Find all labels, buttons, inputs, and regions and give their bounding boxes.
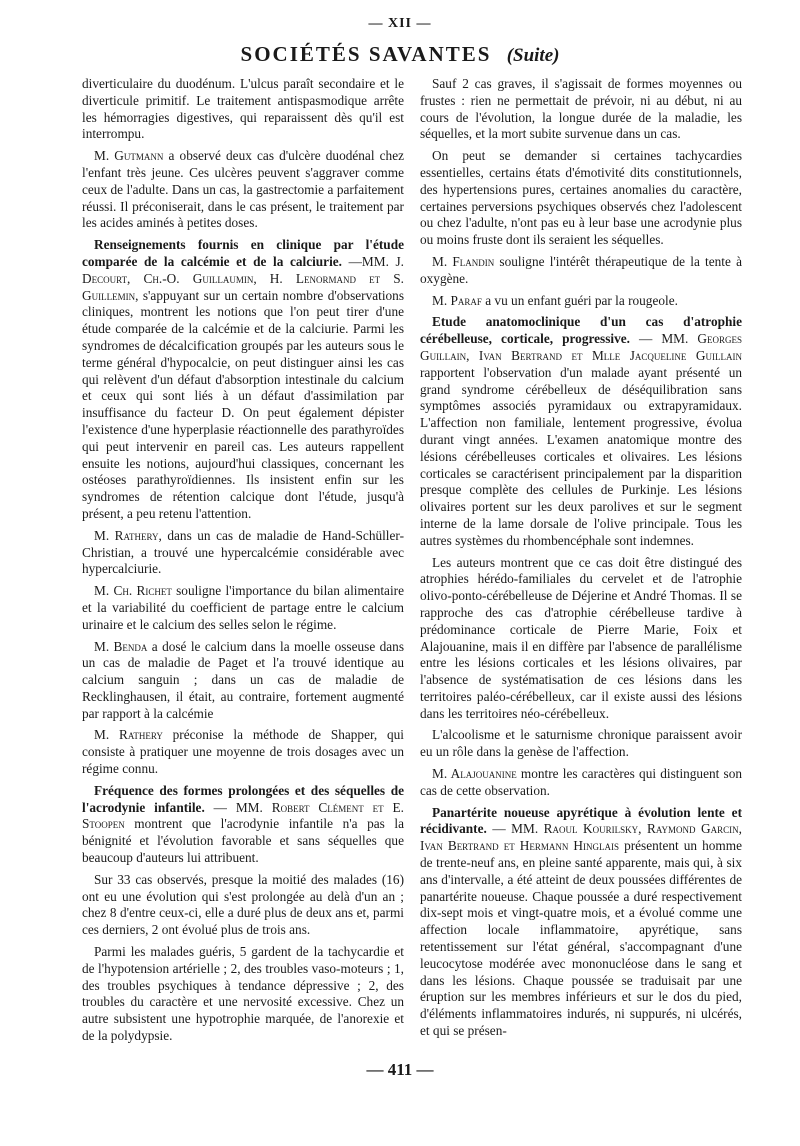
author-names: Georges Guillain, Ivan Bertrand et Mlle Jacqueline Guillain xyxy=(420,331,742,363)
paragraph-text: montre les caractères qui distinguent son cas de cette observation. xyxy=(420,766,742,798)
communication-title: Renseignements fournis en clinique par l'étude comparée de la calcémie et de la calciurie. xyxy=(82,237,404,269)
paragraph-text: souligne l'intérêt thérapeutique de la tente à oxygène. xyxy=(420,253,742,286)
paragraph xyxy=(420,254,742,288)
paragraph xyxy=(420,766,742,800)
author-name: M. Rathery, xyxy=(94,527,162,543)
paragraph-text: présentent un homme de trente-neuf ans, en pleine santé apparente, mais qui, à six ans d'intervalle, a été atteint de deux poussées différentes de panartérite noueuse. Chaque poussée a duré respectivement dix-sept mois et vingt-quatre mois, et a évolué comme une affection locale inflammatoire, apyrétique, sans retentissement sur l'état général, s'accompagnant d'une leucocytose modérée avec mononucléose dans le sang et dans les lésions. Chaque poussée se traduisait par une éruption sur les membres inférieurs et sur le dos du pied, d'éléments inflammatoires indurés, ni suppurés, ni ulcérés, et qui se présen- xyxy=(420,838,743,1039)
author-name: M. Rathery xyxy=(94,727,163,743)
paragraph: L'alcoolisme et le saturnisme chronique paraissent avoir eu un rôle dans la genèse de l'affection. xyxy=(420,727,742,760)
paragraph xyxy=(82,148,404,232)
running-header xyxy=(0,42,800,67)
paragraph xyxy=(420,293,742,310)
communication-paragraph xyxy=(420,805,742,1040)
right-column xyxy=(420,76,742,1045)
author-names: Robert Clément et E. Stoopen xyxy=(82,799,404,832)
paragraph-text: a observé deux cas d'ulcère duodénal chez l'enfant très jeune. Ces ulcères peuvent s'aggraver comme ceux de l'adulte. Dans un cas, la gastrectomie a parfaitement réussi. Il préconiserait, dans le cas présent, le traitement par les acides aminés à petites doses. xyxy=(82,148,404,231)
paragraph: Les auteurs montrent que ce cas doit être distingué des atrophies hérédo-familiales du cervelet et de l'atrophie olivo-ponto-cérébelleuse de Déjerine et André Thomas. Il se rapproche des cas d'atrophie cérébelleuse tardive à prédominance corticale de Pierre Marie, Foix et Alajouanine, mais il en diffère par l'absence de parallélisme entre les lésions corticales et les lésions olivaires, par l'absence de systématisation de ces lésions dans les territoires paléo-cérébelleux, car il existe aussi des lésions dans les territoires néo-cérébelleux. xyxy=(420,554,742,721)
separator: — MM. xyxy=(629,331,698,347)
communication-paragraph xyxy=(420,314,742,549)
paragraph-text: s'appuyant sur un certain nombre d'observations cliniques, montrent les notions que l'on peut tirer d'une étude comparée de la calcémie et de la calciurie. Parmi les syndromes de décalcification groupés par les auteurs sous le terme général d'hypocalcie, on peut distinguer ainsi les cas qui relèvent d'un défaut d'absorption intestinale du calcium et ceux qui sont liés à un défaut d'assimilation par insuffisance du facteur D. On peut également dépister l'existence d'une hyperplasie réactionnelle des parathyroïdes qui peut intervenir en pareil cas. Les auteurs rappellent ensuite les notions, aujourd'hui classiques, concernant les ostéoses parathyroïdiennes. Ils insistent enfin sur les syndromes de rétention calcique dont l'étude, jusqu'à présent, a peu retenu l'attention. xyxy=(82,287,404,521)
roman-page-number: — XII — xyxy=(368,16,432,31)
communication-title: Fréquence des formes prolongées et des séquelles de l'acrodynie infantile. xyxy=(82,782,404,815)
communication-title: Etude anatomoclinique d'un cas d'atrophie cérébelleuse, corticale, progressive. xyxy=(420,314,742,347)
paragraph xyxy=(82,583,404,633)
paragraph: On peut se demander si certaines tachycardies essentielles, certains états d'émotivité dits constitutionnels, des hypertensions pures, certaines anomalies du caractère, certaines perversions psychiques observés chez l'adolescent ou chez l'adulte, n'ont pas eu à leur base une acrodynie plus ou moins fruste dont ils seraient les séquelles. xyxy=(420,148,742,248)
paragraph xyxy=(82,727,404,777)
paragraph: Sauf 2 cas graves, il s'agissait de formes moyennes ou frustes : rien ne permettait de prévoir, ni au début, ni au cours de l'évolution, la longue durée de la maladie, les séquelles, et la mort subite survenue dans un cas. xyxy=(420,76,742,142)
page-number: — 411 — xyxy=(366,1060,434,1079)
paragraph xyxy=(82,639,404,723)
paragraph: Parmi les malades guéris, 5 gardent de la tachycardie et de l'hypotension artérielle ; 2, des troubles vaso-moteurs ; 1, des troubles psychiques à tendance dépressive ; 2, des troubles du caractère et une nervosité excessive. Chez un autre subsistent une hypotrophie marquée, de l'anorexie et de la polydypsie. xyxy=(82,944,404,1044)
communication-paragraph xyxy=(82,783,404,867)
author-name: M. Flandin xyxy=(432,253,495,269)
author-name: M. Ch. Richet xyxy=(94,583,172,599)
paragraph-text: préconise la méthode de Shapper, qui consiste à pratiquer une moyenne de trois dosages avec un régime connu. xyxy=(82,727,404,777)
separator: — MM. xyxy=(486,821,544,837)
paragraph-text: dans un cas de maladie de Hand-Schüller-Christian, a trouvé une hypercalcémie considérable avec hypercalciurie. xyxy=(82,527,404,577)
paragraph-text: a vu un enfant guéri par la rougeole. xyxy=(481,292,678,308)
author-name: M. Alajouanine xyxy=(432,766,517,782)
paragraph-text: a dosé le calcium dans la moelle osseuse dans un cas de maladie de Paget et l'a trouvé identique au calcium sanguin ; dans un cas de maladie de Recklinghausen, il était, au contraire, fortement augmenté par rapport à la calcémie xyxy=(82,638,404,721)
author-name: M. Benda xyxy=(94,638,148,654)
paragraph: diverticulaire du duodénum. L'ulcus paraît secondaire et le diverticule primitif. Le traitement antispasmodique arrête les hémorragies digestives, qui reparaissent dès qu'il est interrompu. xyxy=(82,76,404,142)
left-column xyxy=(82,76,404,1050)
author-names: J. Decourt, Ch.-O. Guillaumin, H. Lenormand et S. Guillemin, xyxy=(82,253,404,303)
paragraph: Sur 33 cas observés, presque la moitié des malades (16) ont eu une évolution qui s'est prolongée au delà d'un an ; chez 8 d'entre ceux-ci, elle a duré plus de deux ans et, parmi ces derniers, 2 ont évolué plus de trois ans. xyxy=(82,871,404,938)
author-name: M. Gutmann xyxy=(94,148,164,164)
paragraph xyxy=(82,528,404,578)
author-names: Raoul Kourilsky, Raymond Garcin, Ivan Bertrand et Hermann Hinglais xyxy=(420,821,742,854)
separator: — MM. xyxy=(204,799,272,815)
communication-paragraph xyxy=(82,237,404,523)
separator: —MM. xyxy=(342,253,396,269)
paragraph-text: souligne l'importance du bilan alimentaire et la variabilité du coefficient de partage entre le calcium urinaire et le calcium des selles selon le régime. xyxy=(82,583,404,632)
communication-title: Panartérite noueuse apyrétique à évolution lente et récidivante. xyxy=(420,804,742,837)
paragraph-text: montrent que l'acrodynie infantile n'a pas la bénignité et l'évolution favorable et sans séquelles que beaucoup d'auteurs lui attribuent. xyxy=(82,816,404,866)
paragraph-text: rapportent l'observation d'un malade ayant présenté un grand syndrome cérébelleux de déséquilibration sans symptômes associés pyramidaux ou extrapyramidaux. L'affection non familiale, lentement progressive, évolua durant vingt années. L'examen anatomique montre des lésions cérébelleuses corticales et olivaires. Les lésions corticales se caractérisent principalement par la disparition presque complète des cellules de Purkinje. Les lésions olivaires portent sur les deux parolives et sur le segment interne de la lame dorsale de l'olive principale. Tous les autres systèmes du rhombencéphale sont indemnes. xyxy=(420,364,742,548)
running-suffix: (Suite) xyxy=(506,45,560,66)
author-name: M. Paraf xyxy=(432,292,482,308)
running-title: SOCIÉTÉS SAVANTES xyxy=(240,42,492,66)
